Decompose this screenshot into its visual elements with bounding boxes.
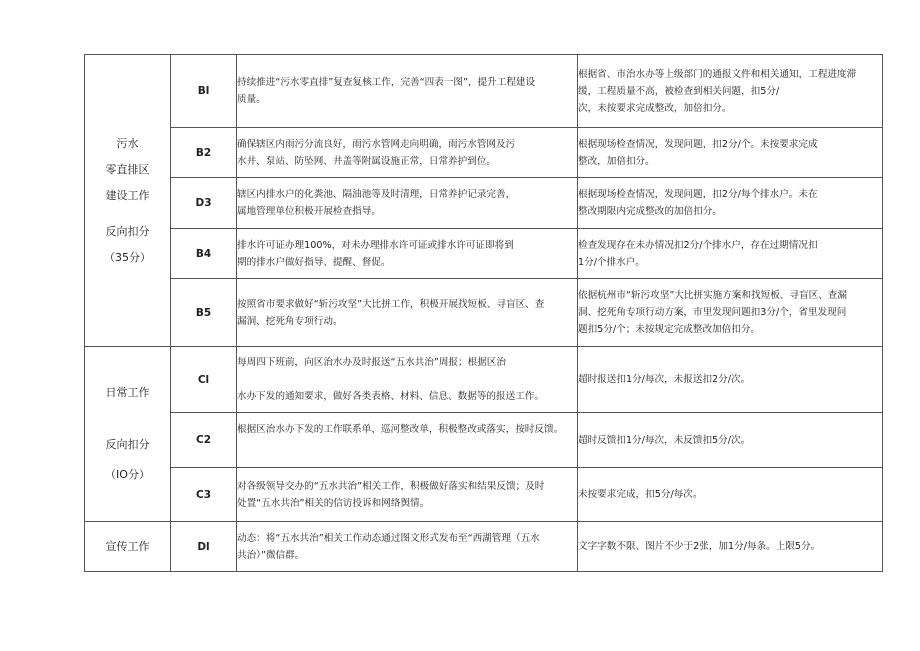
item-criteria [578,128,883,178]
item-content [237,279,578,347]
item-criteria [578,413,883,468]
category-line: 反向扣分 [105,438,150,451]
content-line: 持续推进“污水零直排”复查复核工作，完善“四表一图”，提升工程建设 [237,77,536,88]
criteria-line: 未按要求完成，扣5分/每次。 [578,489,703,500]
table-row [85,279,883,347]
content-line: 动态：将“五水共治”相关工作动态通过图文形式发布至“西湖管理（五水 [237,532,540,544]
criteria-line: 根据现场检查情况，发现问题，扣2分/个。未按要求完成 [578,138,818,150]
item-content [237,229,578,279]
category-line: 反向扣分 [105,224,150,238]
content-line: 水办下发的通知要求，做好各类表格、材料、信息、数据等的报送工作。 [237,391,544,402]
criteria-line: 整改期限内完成整改的加倍扣分。 [578,206,722,217]
item-code: C3 [171,468,237,522]
item-code: D3 [171,178,237,229]
criteria-line: 依据杭州市“斩污攻坚”大比拼实施方案和找短板、寻盲区、查漏 [578,290,847,301]
criteria-line: 整改，加倍扣分。 [578,155,655,167]
content-line: 共治）”微信群。 [237,549,305,561]
content-line: 按照省市要求做好“斩污攻坚”大比拼工作，积极开展找短板、寻盲区、查 [237,298,545,310]
content-line: 排水许可证办理100%，对未办理排水许可证或排水许可证即将到 [237,239,514,251]
content-line: 每周四下班前，向区治水办及时报送“五水共治”周报；根据区治 [237,357,506,368]
table-row [85,178,883,229]
category-line: 宣传工作 [105,539,150,553]
table-row [85,413,883,468]
item-criteria [578,55,883,128]
item-criteria [578,229,883,279]
criteria-line: 1分/个排水户。 [578,256,645,268]
table-row [85,347,883,413]
item-content [237,347,578,413]
criteria-line: 超时报送扣1分/每次，未报送扣2分/次。 [578,374,751,385]
item-content [237,468,578,522]
item-content [237,413,578,468]
content-line: 水井、泵站、防坠网、井盖等附属设施正常，日常养护到位。 [237,155,497,167]
item-criteria [578,468,883,522]
category-line: （IO分） [105,468,150,481]
category-cell-sewage [85,55,171,347]
item-code: B4 [171,229,237,279]
table-row [85,522,883,572]
content-line: 根据区治水办下发的工作联系单、巡河整改单，积极整改或落实，按时反馈。 [237,424,564,435]
item-content [237,55,578,128]
item-code: C2 [171,413,237,468]
table-row [85,229,883,279]
table-row [85,468,883,522]
item-content [237,178,578,229]
item-code: Cl [171,347,237,413]
table-row [85,128,883,178]
table-row [85,55,883,128]
category-cell-daily [85,347,171,522]
content-line: 对各级领导交办的“五水共治”相关工作，积极做好落实和结果反馈；及时 [237,480,545,492]
criteria-line: 超时反馈扣1分/每次，未反馈扣5分/次。 [578,434,751,446]
content-line: 漏洞、挖死角专项行动。 [237,315,343,327]
category-line: 污水 [116,136,139,150]
content-line: 质量。 [237,94,266,105]
category-line: 日常工作 [105,386,150,399]
category-line: （35分） [104,250,151,264]
criteria-line: 洞、挖死角专项行动方案，市里发现问题扣3分/个，省里发现问 [578,307,847,318]
content-line: 属地管理单位积极开展检查指导。 [237,206,381,217]
item-content [237,522,578,572]
item-criteria [578,347,883,413]
item-code: Bl [171,55,237,128]
criteria-line: 次，未按要求完成整改，加倍扣分。 [578,102,732,114]
category-line: 零直排区 [105,162,150,176]
item-criteria [578,279,883,347]
criteria-line: 缓，工程质量不高，被检查到相关问题，扣5分/ [578,85,780,97]
criteria-line: 根据现场检查情况，发现问题，扣2分/每个排水户。未在 [578,189,818,200]
item-code: Dl [171,522,237,572]
scoring-table [84,54,883,572]
content-line: 辖区内排水户的化粪池、隔油池等及时清理，日常养护记录完善， [237,189,516,200]
criteria-line: 文字字数不限、图片不少于2张，加1分/每条。上限5分。 [578,541,821,552]
content-line: 确保辖区内雨污分流良好，雨污水管网走向明确，雨污水管网及污 [237,138,516,150]
content-line: 期的排水户做好指导、提醒、督促。 [237,256,391,268]
criteria-line: 根据省、市治水办等上级部门的通报文件和相关通知，工程进度滞 [578,68,857,80]
category-line: 建设工作 [105,188,150,202]
item-code: B2 [171,128,237,178]
criteria-line: 检查发现存在未办情况扣2分/个排水户，存在过期情况扣 [578,239,818,251]
content-line: 处置“五水共治”相关的信访投诉和网络舆情。 [237,497,430,509]
item-code: B5 [171,279,237,347]
item-content [237,128,578,178]
category-cell-publicity [85,522,171,572]
item-criteria [578,522,883,572]
criteria-line: 题扣5分/个；未按规定完成整改加倍扣分。 [578,324,761,335]
item-criteria [578,178,883,229]
